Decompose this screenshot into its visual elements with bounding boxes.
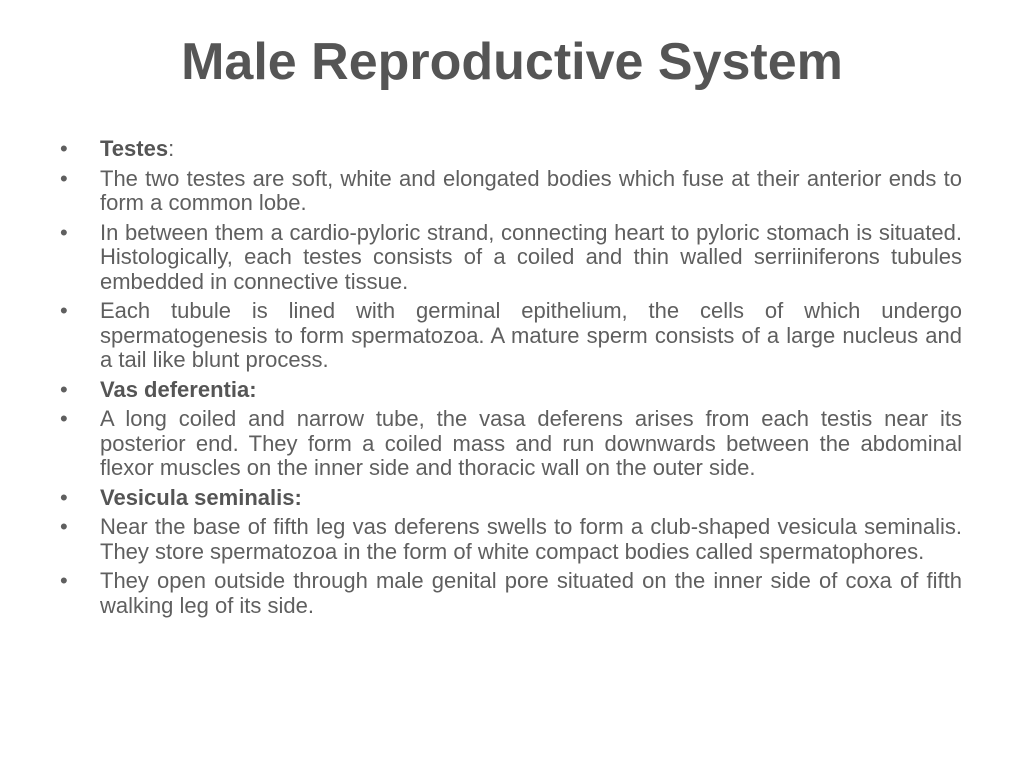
list-item	[56, 407, 962, 481]
list-item	[56, 299, 962, 373]
bullet-icon: •	[60, 568, 68, 593]
paragraph-text: Near the base of fifth leg vas deferens swells to form a club-shaped vesicula seminalis. They store spermatozoa in the form of white compact bodies called spermatophores.	[100, 514, 962, 564]
list-item	[56, 569, 962, 618]
bullet-icon: •	[60, 484, 68, 510]
bullet-icon: •	[60, 514, 68, 539]
slide-title: Male Reproductive System	[181, 33, 843, 91]
bullet-icon: •	[60, 136, 68, 161]
list-item	[56, 167, 962, 216]
paragraph-text: Each tubule is lined with germinal epithelium, the cells of which undergo spermatogenesis to form spermatozoa. A mature sperm consists of a large nucleus and a tail like blunt process.	[100, 298, 962, 372]
list-item	[56, 515, 962, 564]
list-item	[56, 137, 962, 162]
bullet-icon: •	[60, 298, 68, 323]
list-item	[56, 486, 962, 511]
list-item	[56, 378, 962, 403]
heading-suffix: :	[168, 136, 175, 161]
paragraph-text: The two testes are soft, white and elongated bodies which fuse at their anterior ends to form a common lobe.	[100, 165, 962, 215]
bullet-icon: •	[60, 376, 68, 402]
section-heading-testes: Testes	[100, 136, 169, 161]
section-heading-vas-deferentia: Vas deferentia:	[100, 376, 257, 402]
bullet-list	[56, 137, 962, 623]
paragraph-text: A long coiled and narrow tube, the vasa deferens arises from each testis near its posterior end. They form a coiled mass and run downwards between the abdominal flexor muscles on the inner side and thoracic wall on the outer side.	[100, 406, 962, 480]
paragraph-text: They open outside through male genital pore situated on the inner side of coxa of fifth walking leg of its side.	[100, 568, 962, 618]
bullet-icon: •	[60, 219, 68, 245]
paragraph-text: In between them a cardio-pyloric strand, connecting heart to pyloric stomach is situated. Histologically, each testes consists of a coiled and thin walled serriiniferons tubules embedded in connective tissue.	[100, 219, 962, 294]
list-item	[56, 221, 962, 295]
section-heading-vesicula-seminalis: Vesicula seminalis:	[100, 484, 302, 510]
bullet-icon: •	[60, 165, 68, 191]
bullet-icon: •	[60, 406, 68, 431]
